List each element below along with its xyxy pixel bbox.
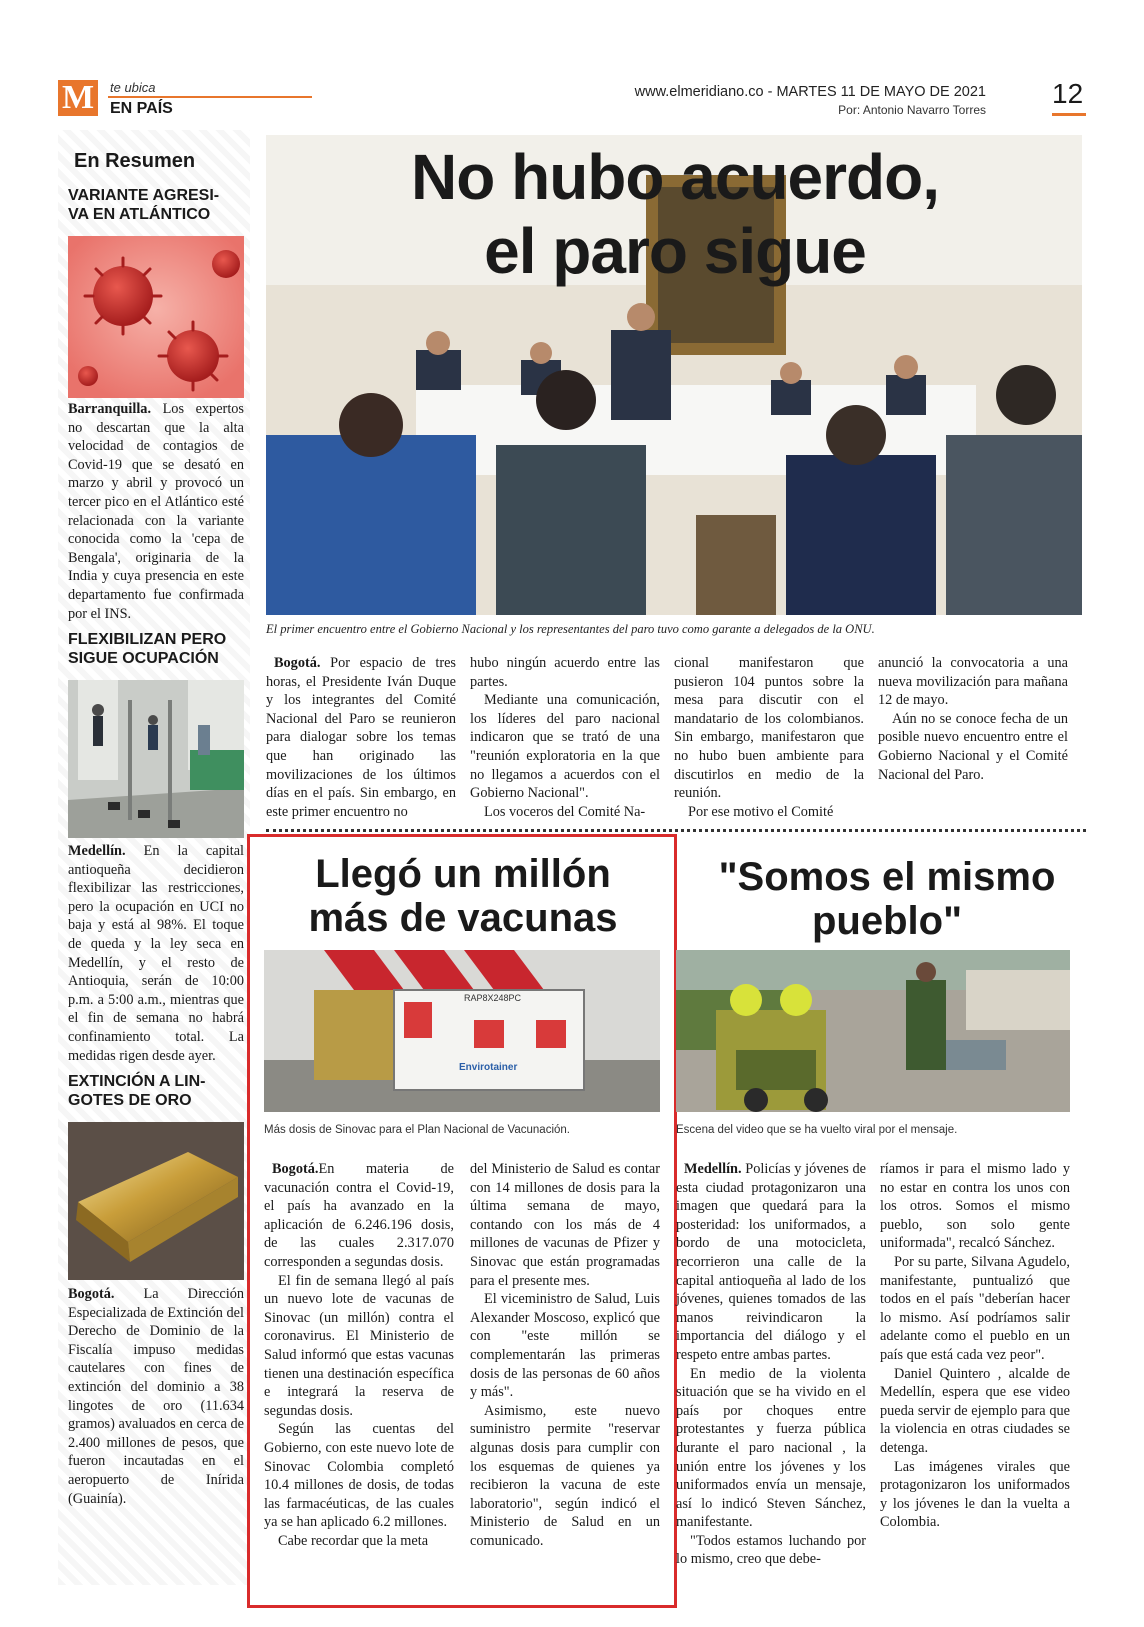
cargo-brand-label: Envirotainer	[459, 1062, 518, 1073]
sidebar-item-headline: EXTINCIÓN A LIN- GOTES DE ORO	[68, 1073, 206, 1109]
gold-ingot-image	[68, 1122, 244, 1280]
newspaper-logo: M	[58, 80, 98, 116]
photo-caption: El primer encuentro entre el Gobierno Nacional y los representantes del paro tuvo como garante a delegados de la ONU.	[266, 622, 875, 636]
vaccine-headline: Llegó un millón más de vacunas	[308, 852, 618, 940]
article-column: Bogotá. Por espacio de tres horas, el Presidente Iván Duque y los integrantes del Comité Nacional del Paro se reunieron para dialogar sobre los temas que han originado las movilizaciones de los últimos días en el país. Sin embargo, en este primer encuentro no	[266, 655, 456, 820]
cargo-code-label: RAP8X248PC	[464, 993, 522, 1003]
vaccine-cargo-photo	[264, 950, 660, 1112]
article-column: hubo ningún acuerdo entre las partes. Mediante una comunicación, los líderes del paro nacional indicaron que se trató de una "reunión exploratoria en la que no llegamos a acuerdos con el Gobierno Nacional". Los voceros del Comité Na-	[470, 655, 660, 820]
page-number-rule	[1052, 113, 1086, 116]
section-name: EN PAÍS	[110, 100, 173, 117]
sidebar-title: En Resumen	[74, 150, 196, 172]
coronavirus-image	[68, 236, 244, 398]
metro-wagon-image	[68, 680, 244, 838]
page-number: 12	[1052, 78, 1084, 109]
photo-caption: Más dosis de Sinovac para el Plan Nacional de Vacunación.	[264, 1124, 570, 1136]
site-and-date: www.elmeridiano.co - MARTES 11 DE MAYO DE 2021	[634, 84, 986, 100]
main-headline: No hubo acuerdo, el paro sigue	[411, 141, 939, 287]
photo-caption: Escena del video que se ha vuelto viral por el mensaje.	[676, 1124, 958, 1136]
sidebar-item-headline: FLEXIBILIZAN PERO SIGUE OCUPACIÓN	[68, 631, 227, 667]
police-protesters-photo	[676, 950, 1070, 1112]
people-headline: "Somos el mismo pueblo"	[718, 855, 1056, 943]
story-divider	[266, 829, 1086, 832]
section-kicker: te ubica	[110, 80, 156, 95]
section-rule	[108, 96, 312, 98]
article-column: del Ministerio de Salud es contar con 14 millones de dosis para la última semana de mayo, contando con los más de 4 millones de vacunas de Pfizer y Sinovac que están programadas para el presente mes. El viceministro de Salud, Luis Alexander Moscoso, explicó que con "este millón se complementarán las primeras dosis de las personas de 60 años y más". Asimismo, este nuevo suministro permite "reservar algunas dosis para cumplir con los esquemas de quienes ya recibieron la vacuna de este laboratorio", según indicó el Ministerio de Salud en un comunicado.	[470, 1161, 660, 1549]
article-column: ríamos ir para el mismo lado y no estar en contra los unos con los otros. Somos el mismo pueblo, son solo gente uniformada", recalcó Sánchez. Por su parte, Silvana Agudelo, manifestante, puntualizó que todos en el país "deberían hacer lo mismo. Así podríamos salir adelante como el pueblo en un país que está cada vez peor". Daniel Quintero , alcalde de Medellín, espera que ese video pueda servir de ejemplo para que la violencia en otras ciudades se detenga. Las imágenes virales que protagonizaron los uniformados y los jóvenes le dan la vuelta a Colombia.	[880, 1161, 1070, 1531]
article-column: Medellín. Policías y jóvenes de esta ciudad protagonizaron una imagen que quedará para la posteridad: los uniformados, a bordo de una motocicleta, recorrieron una calle de la capital antioqueña al lado de los jóvenes, quienes tomados de las manos reivindicaron la importancia del diálogo y el respeto entre ambas partes. En medio de la violenta situación que se ha vivido en el país por choques entre protestantes y fuerza pública durante el paro nacional , la unión entre los jóvenes y los uniformados envía un mensaje, así lo indicó Steven Sánchez, manifestante. "Todos estamos luchando por lo mismo, creo que debe-	[676, 1161, 866, 1568]
sidebar-item-text: Barranquilla. Los expertos no descartan que la alta velocidad de contagios de Covid-19 que se desató en marzo y abril y provocó un tercer pico en el Atlántico esté relacionada con la variante conocida como la 'cepa de Bengala', originaria de la India y cuya presencia en este departamento fue confirmada por el INS.	[68, 401, 244, 622]
article-column: anunció la convocatoria a una nueva movilización para mañana 12 de mayo. Aún no se conoce fecha de un posible nuevo encuentro entre el Gobierno Nacional y el Comité Nacional del Paro.	[878, 655, 1068, 783]
sidebar-item-headline: VARIANTE AGRESI- VA EN ATLÁNTICO	[68, 187, 220, 223]
article-column: cional manifestaron que pusieron 104 puntos sobre la mesa para discutir con el mandatario de los colombianos. Sin embargo, manifestaron que no hubo buen ambiente para discutirlos en medio de la reunión. Por ese motivo el Comité	[674, 655, 864, 820]
author-byline: Por: Antonio Navarro Torres	[838, 103, 986, 117]
article-column: Bogotá.En materia de vacunación contra el Covid-19, el país ha avanzado en la aplicación de 6.246.196 dosis, de las cuales 2.317.070 corresponden a segundas dosis. El fin de semana llegó al país un nuevo lote de vacunas de Sinovac (un millón) contra el coronavirus. El Ministerio de Salud informó que estas vacunas tienen una destinación específica e integrará la reserva de segundas dosis. Según las cuentas del Gobierno, con este nuevo lote de Sinovac Colombia completó 10.4 millones de dosis, de todas las farmacéuticas, de las cuales ya se han aplicado 6.2 millones. Cabe recordar que la meta	[264, 1161, 454, 1549]
sidebar-item-text: Bogotá. La Dirección Especializada de Extinción del Derecho de Dominio de la Fiscalía impuso medidas cautelares con fines de extinción del dominio a 38 lingotes de oro (11.634 gramos) avaluados en cerca de 2.400 millones de pesos, que fueron incautadas en el aeropuerto de Inírida (Guainía).	[68, 1286, 244, 1507]
sidebar-item-text: Medellín. En la capital antioqueña decidieron flexibilizar las restricciones, pero la ocupación en UCI no baja y está al 98%. El toque de queda y la ley seca en Medellín, y el resto de Antioquia, serán de 10:00 p.m. a 5:00 a.m., mientras que el fin de semana no habrá confinamiento total. La medidas rigen desde ayer.	[68, 843, 245, 1064]
